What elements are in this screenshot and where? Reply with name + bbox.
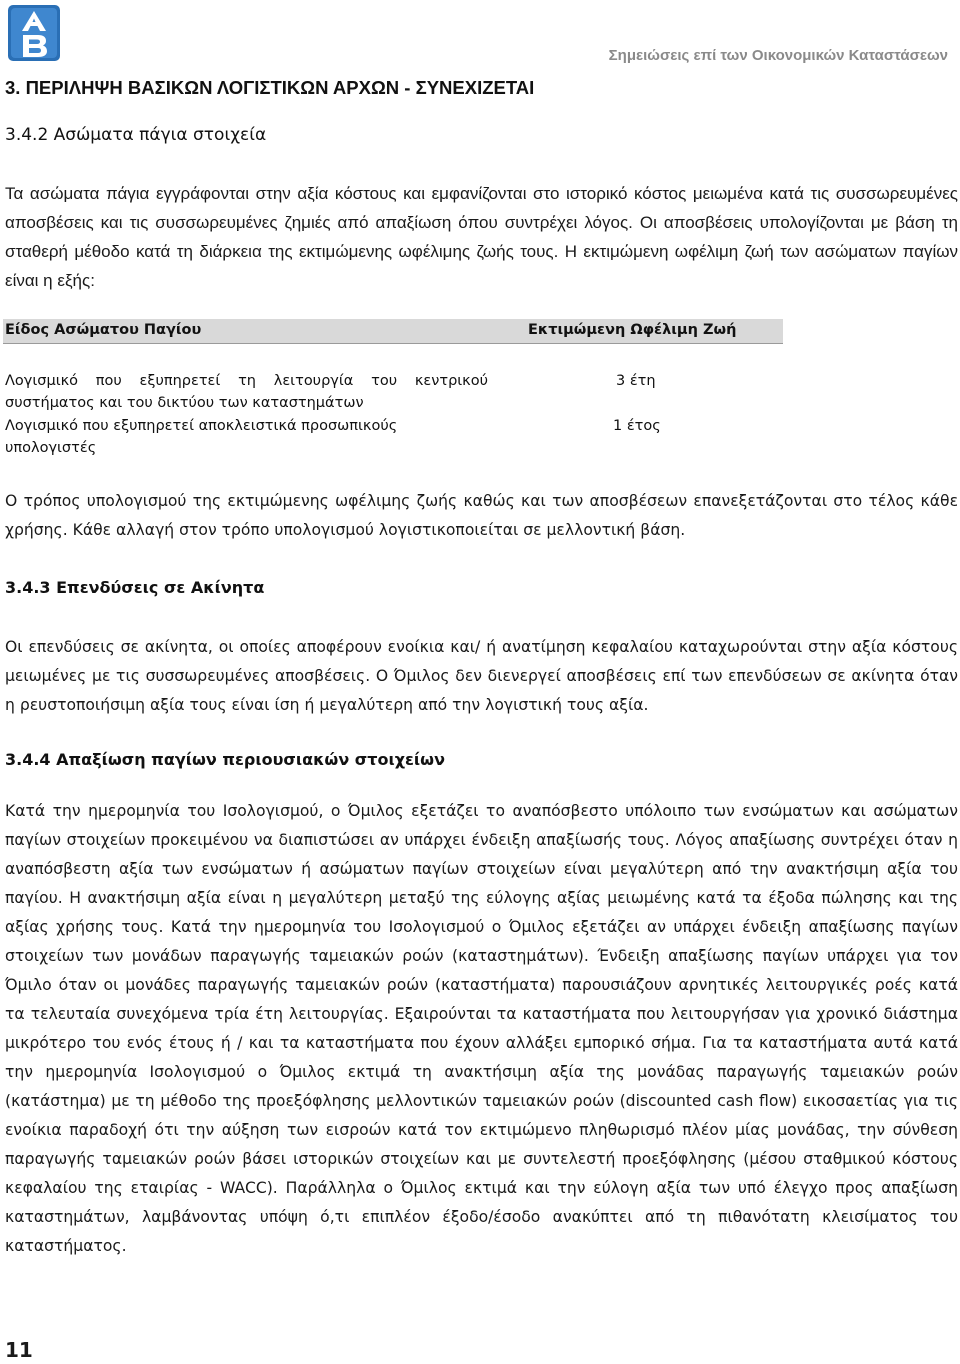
table-row-useful-life: 1 έτος: [613, 418, 661, 434]
heading-investment-property: 3.4.3 Επενδύσεις σε Ακίνητα: [5, 578, 265, 597]
table-row-asset-type: Λογισμικό που εξυπηρετεί αποκλειστικά προσωπικούς υπολογιστές: [5, 418, 398, 456]
table-row-asset-type: Λογισμικό που εξυπηρετεί τη λειτουργία του κεντρικού συστήματος και του δικτύου των καταστημάτων: [5, 373, 488, 411]
heading-intangible-assets: 3.4.2 Ασώματα πάγια στοιχεία: [5, 125, 267, 145]
useful-life-table-header: [3, 319, 783, 344]
paragraph-asset-impairment: Κατά την ημερομηνία του Ισολογισμού, ο Όμιλος εξετάζει το αναπόσβεστο υπόλοιπο των ενσώματων και ασώματων παγίων στοιχείων προκειμένου να διαπιστώσει αν υπάρχει ένδειξη απαξίωσής τους. Λόγος απαξίωσης συντρέχει όταν η αναπόσβεστη αξία των ενσώματων ή ασώματων παγίων στοιχείων είναι μεγαλύτερη από την ανακτήσιμη αξία του παγίου. Η ανακτήσιμη αξία είναι η μεγαλύτερη μεταξύ της εύλογης αξίας μειωμένης κατά τα έξοδα πώλησης και της αξίας χρήσης τους. Κατά την ημερομηνία του Ισολογισμού ο Όμιλος εξετάζει αν υπάρχει ένδειξη απαξίωσης παγίων στοιχείων των μονάδων παραγωγής ταμειακών ροών (καταστημάτων). Ένδειξη απαξίωσης παγίων υπάρχει για τον Όμιλο όταν οι μονάδες παραγωγής ταμειακών ροών (καταστήματα) παρουσιάζουν αρνητικές λειτουργικές ροές κατά τα τελευταία συνεχόμενα τρία έτη λειτουργίας. Εξαιρούνται τα καταστήματα που λειτουργήσαν για χρονικό διάστημα μικρότερο του ενός έτους ή / και τα καταστήματα που έχουν αλλάξει εμπορικό σήμα. Για τα καταστήματα αυτά κατά την ημερομηνία Ισολογισμού ο Όμιλος εκτιμά τη ανακτήσιμη αξία της μονάδας παραγωγής ταμειακών ροών (κατάστημα) με τη μέθοδο της προεξόφλησης μελλοντικών ταμειακών ροών (discounted cash flow) εικοσαετίας για τις ενοίκια παραδοχή ότι την αύξηση των εισροών κατά τον εκτιμώμενο πληθωρισμό πλέον μίας μονάδας, την σύνθεση παραγωγής ταμειακών ροών βάσει ιστορικών στοιχείων και με συντελεστή προεξόφλησης (μέσου σταθμικού κόστους κεφαλαίου της εταιρίας - WACC). Παράλληλα ο Όμιλος εκτιμά και την εύλογη αξία των υπό έλεγχο προς απαξίωση καταστημάτων, λαμβάνοντας υπόψη ό,τι επιπλέον έξοδο/έσοδο ανακύπτει από τη πιθανότατη κλεισίματος του καταστήματος.: [5, 802, 958, 1255]
company-logo: [8, 5, 60, 61]
heading-asset-impairment: 3.4.4 Απαξίωση παγίων περιουσιακών στοιχείων: [5, 750, 445, 769]
table-header-useful-life: Εκτιμώμενη Ωφέλιμη Ζωή: [528, 322, 737, 338]
paragraph-intangible-assets-intro: Τα ασώματα πάγια εγγράφονται στην αξία κόστους και εμφανίζονται στο ιστορικό κόστος μειωμένα κατά τις συσσωρευμένες αποσβέσεις και τις συσσωρευμένες ζημιές από απαξίωση όπου συντρέχει λόγος. Οι αποσβέσεις υπολογίζονται με βάση τη σταθερή μέθοδο κατά τη διάρκεια της εκτιμώμενης ωφέλιμης ζωής τους. Η εκτιμώμενη ωφέλιμη ζωή των ασώματων παγίων είναι η εξής:: [5, 184, 958, 290]
section-title: 3. ΠΕΡΙΛΗΨΗ ΒΑΣΙΚΩΝ ΛΟΓΙΣΤΙΚΩΝ ΑΡΧΩΝ - ΣΥΝΕΧΙΖΕΤΑΙ: [5, 77, 535, 98]
page-number: 11: [5, 1338, 33, 1362]
paragraph-investment-property: Οι επενδύσεις σε ακίνητα, οι οποίες αποφέρουν ενοίκια και/ ή ανατίμηση κεφαλαίου καταχωρούνται στην αξία κόστους μειωμένες με τις συσσωρευμένες αποσβέσεις. Ο Όμιλος δεν διενεργεί αποσβέσεις επί των επενδύσεων σε ακίνητα όταν η ρευστοποιήσιμη αξία τους είναι ίση ή μεγαλύτερη από την λογιστική τους αξία.: [5, 638, 958, 714]
table-row-useful-life: 3 έτη: [616, 373, 656, 389]
table-header-asset-type: Είδος Ασώματου Παγίου: [5, 322, 202, 338]
paragraph-useful-life-review: Ο τρόπος υπολογισμού της εκτιμώμενης ωφέλιμης ζωής καθώς και των αποσβέσεων επανεξετάζονται στο τέλος κάθε χρήσης. Κάθε αλλαγή στον τρόπο υπολογισμού λογιστικοποιείται σε μελλοντική βάση.: [5, 492, 958, 539]
document-title: Σημειώσεις επί των Οικονομικών Καταστάσεων: [608, 47, 948, 64]
